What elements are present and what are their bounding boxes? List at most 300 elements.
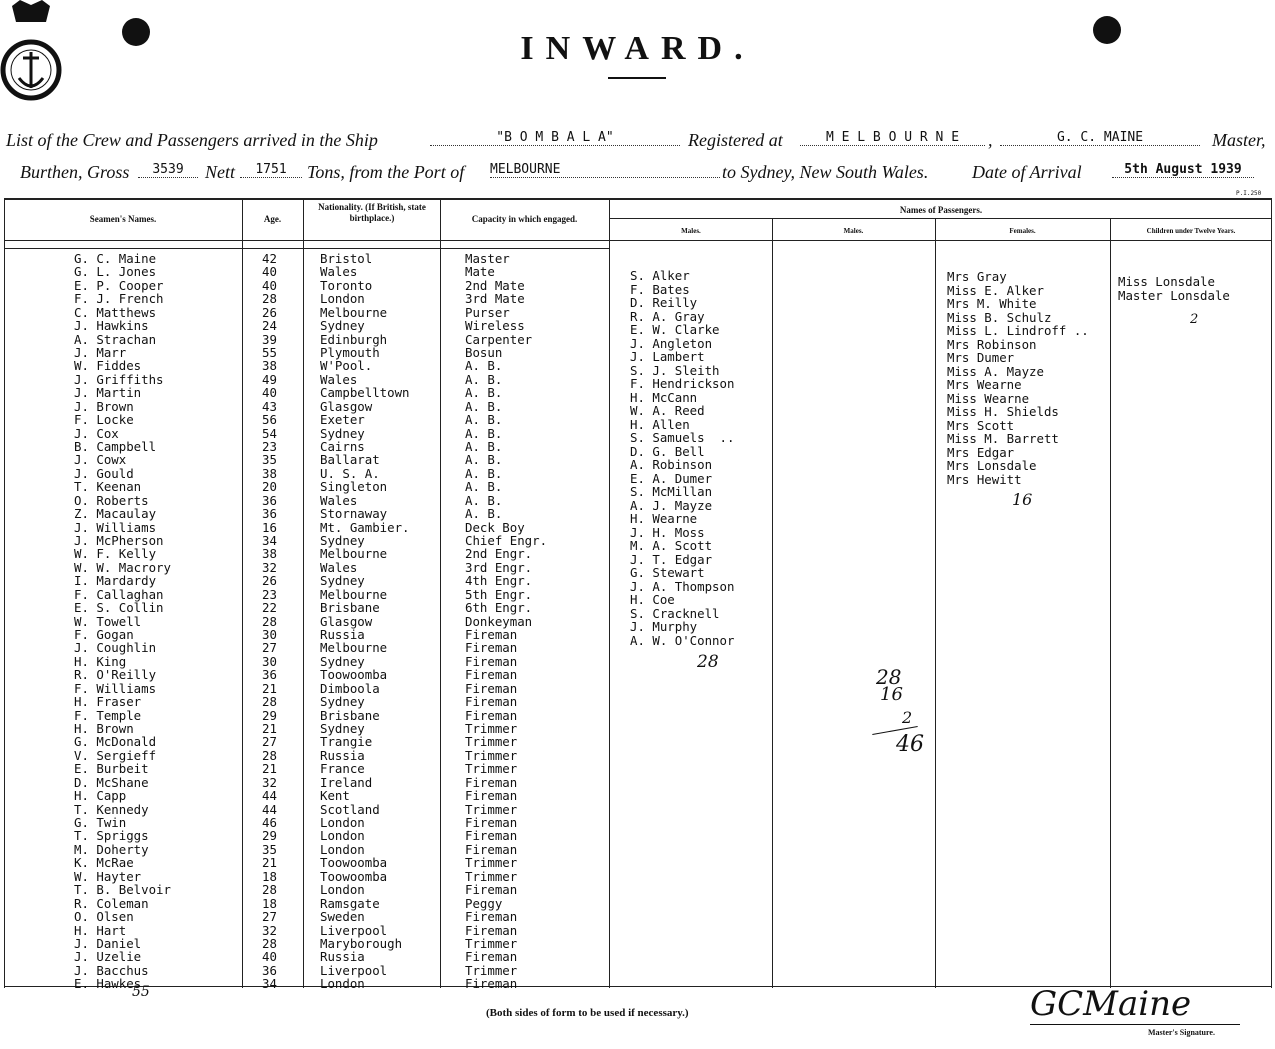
children-tally: 2 <box>1190 312 1199 327</box>
crew-nationality: London <box>320 976 365 992</box>
female-passenger: Miss B. Schulz <box>947 309 1052 325</box>
male-passenger: S. Samuels .. <box>630 430 735 445</box>
male-passenger: S. McMillan <box>630 484 713 499</box>
crew-row <box>0 883 1275 897</box>
title-rule <box>608 77 666 79</box>
crew-nationality: Toronto <box>320 277 373 293</box>
crew-name: H. Hart <box>74 922 127 938</box>
crew-name: J. Marr <box>74 345 127 360</box>
crew-capacity: A. B. <box>465 412 503 428</box>
crew-name: R. Coleman <box>74 895 149 911</box>
male-passenger: J. A. Thompson <box>630 578 735 594</box>
crew-nationality: Toowoomba <box>320 868 388 884</box>
crew-age: 27 <box>262 640 277 656</box>
nett-label: Nett <box>205 162 235 182</box>
crew-capacity: A. B. <box>465 506 503 522</box>
crew-age: 29 <box>262 707 277 723</box>
crew-capacity: A. B. <box>465 398 503 414</box>
crew-age: 23 <box>262 439 277 455</box>
female-passenger: Miss A. Mayze <box>947 363 1044 379</box>
male-passenger: D. G. Bell <box>630 443 705 459</box>
females-tally: 16 <box>1012 490 1033 509</box>
from-port: MELBOURNE <box>490 162 720 178</box>
table-top-rule <box>4 198 1272 200</box>
crew-nationality: London <box>320 841 365 857</box>
crew-capacity: 3rd Engr. <box>465 559 533 575</box>
male-passenger: S. Alker <box>630 268 690 283</box>
crew-nationality: W'Pool. <box>320 358 373 374</box>
crew-name: I. Mardardy <box>74 573 157 589</box>
crew-name: J. Hawkins <box>74 318 149 334</box>
crew-name: E. Burbeit <box>74 761 149 777</box>
crew-capacity: Trimmer <box>465 935 518 951</box>
crew-age: 23 <box>262 586 277 602</box>
crew-name: T. B. Belvoir <box>74 882 171 898</box>
children-list <box>1118 275 1230 302</box>
registered-label: Registered at <box>688 130 783 150</box>
crew-row <box>0 668 1275 682</box>
crew-name: T. Keenan <box>74 479 142 495</box>
crew-age: 32 <box>262 922 277 938</box>
sum-children: 2 <box>902 708 913 727</box>
crew-age: 54 <box>262 425 277 441</box>
master-name: G. C. MAINE <box>1000 130 1200 146</box>
female-passenger: Miss H. Shields <box>947 404 1059 419</box>
crew-row <box>0 749 1275 763</box>
footer-note: (Both sides of form to be used if necessary.) <box>486 1007 689 1019</box>
crew-name: W. Fiddes <box>74 358 142 374</box>
tons-label: Tons, from the Port of <box>307 162 465 182</box>
males-tally: 28 <box>697 652 719 672</box>
crew-name: F. Gogan <box>74 627 134 643</box>
crew-name: M. Doherty <box>74 841 149 857</box>
crew-age: 28 <box>262 613 277 629</box>
crew-capacity: Trimmer <box>465 855 518 871</box>
crew-nationality: Edinburgh <box>320 331 388 347</box>
crew-age: 35 <box>262 841 277 857</box>
crew-row <box>0 682 1275 696</box>
form-code: P.I.250 <box>1236 190 1262 197</box>
female-passenger: Mrs M. White <box>947 296 1037 311</box>
crew-name: F. J. French <box>74 291 164 307</box>
crew-row <box>0 964 1275 978</box>
sum-males: 28 <box>876 665 902 689</box>
male-passenger: J. Angleton <box>630 335 713 351</box>
crew-nationality: Dimboola <box>320 680 380 696</box>
header-capacity: Capacity in which engaged. <box>471 214 578 224</box>
crew-row <box>0 856 1275 870</box>
crew-nationality: Wales <box>320 559 358 575</box>
crew-capacity: Fireman <box>465 949 518 965</box>
crew-capacity: Trimmer <box>465 868 518 884</box>
crew-nationality: Kent <box>320 788 350 804</box>
crew-name: J. Bacchus <box>74 962 149 978</box>
male-passenger: F. Hendrickson <box>630 376 735 391</box>
crew-row <box>0 924 1275 938</box>
crew-capacity: Trimmer <box>465 962 518 978</box>
crew-capacity: 6th Engr. <box>465 600 533 616</box>
crew-age: 18 <box>262 895 277 911</box>
to-sydney-label: to Sydney, New South Wales. <box>722 162 929 182</box>
crew-age: 36 <box>262 492 277 508</box>
crew-nationality: Sweden <box>320 909 365 925</box>
crew-age: 40 <box>262 264 277 280</box>
crew-name: H. Brown <box>74 721 134 737</box>
crew-name: D. McShane <box>74 774 149 790</box>
crew-name: E. S. Collin <box>74 600 164 616</box>
female-passenger: Mrs Hewitt <box>947 471 1022 487</box>
crew-capacity: Trimmer <box>465 721 518 737</box>
crew-age: 42 <box>262 251 277 266</box>
crew-capacity: A. B. <box>465 465 503 481</box>
signature-label: Master's Signature. <box>1148 1028 1215 1037</box>
crew-capacity: 5th Engr. <box>465 586 533 602</box>
crew-name: F. Williams <box>74 680 157 696</box>
crew-age: 55 <box>262 345 277 360</box>
crew-nationality: Toowoomba <box>320 855 388 871</box>
crew-age: 28 <box>262 747 277 763</box>
crew-capacity: A. B. <box>465 385 503 401</box>
crew-age: 22 <box>262 600 277 616</box>
crew-age: 44 <box>262 801 277 817</box>
crew-age: 40 <box>262 277 277 293</box>
crew-name: H. Fraser <box>74 694 142 710</box>
female-passenger: Miss L. Lindroff .. <box>947 323 1089 338</box>
crew-nationality: Wales <box>320 492 358 508</box>
header-names: Seamen's Names. <box>89 214 157 224</box>
crew-capacity: Fireman <box>465 976 518 992</box>
ship-name: "B O M B A L A" <box>430 130 680 146</box>
crew-row <box>0 897 1275 911</box>
crew-tally: 55 <box>132 984 150 1000</box>
crew-capacity: A. B. <box>465 358 503 374</box>
crew-name: J. Cox <box>74 425 119 441</box>
crew-capacity: Wireless <box>465 318 525 334</box>
crew-name: A. Strachan <box>74 331 157 347</box>
crew-capacity: Fireman <box>465 627 518 643</box>
crew-capacity: 4th Engr. <box>465 573 533 589</box>
crew-nationality: U. S. A. <box>320 465 380 481</box>
crew-capacity: A. B. <box>465 439 503 455</box>
crew-age: 56 <box>262 412 277 428</box>
crew-row <box>0 789 1275 803</box>
sum-females: 16 <box>880 684 903 705</box>
nett-tonnage: 1751 <box>240 162 302 178</box>
crew-row <box>0 870 1275 884</box>
crew-nationality: Campbelltown <box>320 385 410 401</box>
crew-row <box>0 816 1275 830</box>
crew-row <box>0 776 1275 790</box>
crew-nationality: Liverpool <box>320 962 388 978</box>
form-title: INWARD. <box>520 30 755 67</box>
crew-capacity: Trimmer <box>465 747 518 763</box>
crew-capacity: A. B. <box>465 492 503 508</box>
crew-name: O. Olsen <box>74 909 134 925</box>
crew-capacity: Trimmer <box>465 734 518 750</box>
crew-capacity: Fireman <box>465 774 518 790</box>
crew-name: J. Brown <box>74 398 134 414</box>
crew-nationality: Sydney <box>320 721 365 737</box>
crew-row <box>0 829 1275 843</box>
crew-age: 40 <box>262 949 277 965</box>
crew-capacity: Trimmer <box>465 761 518 777</box>
header-females: Females. <box>1009 227 1036 235</box>
crew-nationality: Sydney <box>320 694 365 710</box>
male-passenger: J. T. Edgar <box>630 551 713 567</box>
crew-nationality: Russia <box>320 627 365 643</box>
crew-age: 34 <box>262 533 277 549</box>
crew-age: 21 <box>262 680 277 696</box>
crew-row <box>0 252 1275 266</box>
crew-capacity: Trimmer <box>465 801 518 817</box>
crew-nationality: Sydney <box>320 533 365 549</box>
crew-nationality: Russia <box>320 949 365 965</box>
crew-capacity: Fireman <box>465 707 518 723</box>
crew-name: B. Campbell <box>74 439 157 455</box>
crew-name: W. Towell <box>74 613 142 629</box>
crew-capacity: Fireman <box>465 653 518 669</box>
crew-age: 28 <box>262 694 277 710</box>
crew-name: F. Callaghan <box>74 586 164 602</box>
crew-nationality: Russia <box>320 747 365 763</box>
crew-capacity: Purser <box>465 304 510 320</box>
crew-nationality: Cairns <box>320 439 365 455</box>
crew-row <box>0 735 1275 749</box>
crew-nationality: Ballarat <box>320 452 380 468</box>
crew-nationality: France <box>320 761 365 777</box>
crew-name: R. O'Reilly <box>74 667 157 683</box>
crew-age: 18 <box>262 868 277 884</box>
female-passenger: Miss Wearne <box>947 390 1030 406</box>
child-passenger: Miss Lonsdale <box>1118 274 1215 289</box>
crew-nationality: Sydney <box>320 653 365 669</box>
crew-nationality: Toowoomba <box>320 667 388 683</box>
comma: , <box>988 130 993 150</box>
crew-name: J. Coughlin <box>74 640 157 656</box>
header-males-1: Males. <box>681 227 701 235</box>
crew-age: 43 <box>262 398 277 414</box>
crew-capacity: 2nd Engr. <box>465 546 533 562</box>
crew-capacity: Donkeyman <box>465 613 533 629</box>
crew-name: E. P. Cooper <box>74 277 164 293</box>
female-passenger-list <box>947 270 1089 486</box>
crew-nationality: Glasgow <box>320 613 373 629</box>
female-passenger: Mrs Lonsdale <box>947 458 1037 473</box>
crew-nationality: Melbourne <box>320 546 388 562</box>
crew-nationality: Melbourne <box>320 586 388 602</box>
master-label: Master, <box>1212 130 1266 150</box>
crew-age: 35 <box>262 452 277 468</box>
crew-age: 44 <box>262 788 277 804</box>
crew-nationality: Ireland <box>320 774 373 790</box>
female-passenger: Miss E. Alker <box>947 282 1044 298</box>
crew-nationality: Melbourne <box>320 304 388 320</box>
crew-name: H. King <box>74 653 127 669</box>
male-passenger: E. A. Dumer <box>630 470 713 486</box>
header-double-rule <box>4 248 609 249</box>
crew-name: V. Sergieff <box>74 747 157 763</box>
crew-age: 30 <box>262 653 277 669</box>
crew-name: J. Griffiths <box>74 371 164 387</box>
crew-row <box>0 709 1275 723</box>
crew-capacity: Chief Engr. <box>465 533 548 549</box>
male-passenger-list <box>630 269 734 647</box>
crew-nationality: Brisbane <box>320 600 380 616</box>
male-passenger: J. Murphy <box>630 619 698 634</box>
header-passengers: Names of Passengers. <box>899 205 983 215</box>
crew-nationality: Liverpool <box>320 922 388 938</box>
crew-nationality: Singleton <box>320 479 388 495</box>
male-passenger: H. McCann <box>630 389 698 405</box>
crew-name: G. L. Jones <box>74 264 157 280</box>
crew-name: J. Martin <box>74 385 142 401</box>
crew-age: 32 <box>262 774 277 790</box>
crew-nationality: Maryborough <box>320 935 403 951</box>
crew-age: 30 <box>262 627 277 643</box>
crew-capacity: 2nd Mate <box>465 277 525 293</box>
male-passenger: H. Coe <box>630 592 675 607</box>
crew-capacity: Mate <box>465 264 495 280</box>
female-passenger: Mrs Robinson <box>947 336 1037 352</box>
arrival-date: 5th August 1939 <box>1112 162 1254 178</box>
crew-label: List of the Crew and Passengers arrived in the Ship <box>6 130 378 150</box>
crew-capacity: Fireman <box>465 922 518 938</box>
crew-capacity: Fireman <box>465 841 518 857</box>
crew-nationality: Wales <box>320 371 358 387</box>
female-passenger: Mrs Gray <box>947 269 1007 284</box>
crew-name: Z. Macaulay <box>74 506 157 522</box>
crew-age: 38 <box>262 546 277 562</box>
crew-name: J. Gould <box>74 465 134 481</box>
child-passenger: Master Lonsdale <box>1118 287 1230 303</box>
crew-capacity: A. B. <box>465 452 503 468</box>
crew-nationality: Melbourne <box>320 640 388 656</box>
crew-name: W. Hayter <box>74 868 142 884</box>
male-passenger: S. Cracknell <box>630 605 720 621</box>
crew-capacity: Deck Boy <box>465 519 525 535</box>
crew-capacity: Fireman <box>465 882 518 898</box>
crew-nationality: Mt. Gambier. <box>320 519 410 535</box>
header-males-2: Males. <box>843 227 864 235</box>
crew-capacity: Fireman <box>465 828 518 844</box>
crew-age: 36 <box>262 962 277 978</box>
crew-age: 40 <box>262 385 277 401</box>
crew-age: 24 <box>262 318 277 334</box>
female-passenger: Miss M. Barrett <box>947 431 1059 446</box>
header-children: Children under Twelve Years. <box>1146 227 1236 235</box>
header-nationality: Nationality. (If British, state birthplace.) <box>318 202 426 223</box>
male-passenger: H. Wearne <box>630 511 698 526</box>
crew-capacity: Master <box>465 251 510 266</box>
sum-total: 46 <box>896 732 924 757</box>
crew-capacity: Fireman <box>465 815 518 831</box>
crew-row <box>0 843 1275 857</box>
male-passenger: S. J. Sleith <box>630 362 720 378</box>
crew-age: 49 <box>262 371 277 387</box>
crew-nationality: London <box>320 815 365 831</box>
crew-name: W. F. Kelly <box>74 546 157 562</box>
crew-row <box>0 695 1275 709</box>
male-passenger: J. H. Moss <box>630 524 705 540</box>
crew-name: H. Capp <box>74 788 127 804</box>
crew-age: 46 <box>262 815 277 831</box>
crew-age: 29 <box>262 828 277 844</box>
male-passenger: F. Bates <box>630 281 690 297</box>
crew-row <box>0 762 1275 776</box>
crew-row <box>0 722 1275 736</box>
crew-nationality: Ramsgate <box>320 895 380 911</box>
passengers-subrule <box>610 218 1272 219</box>
male-passenger: W. A. Reed <box>630 403 705 418</box>
crew-name: K. McRae <box>74 855 134 871</box>
crew-nationality: Trangie <box>320 734 373 750</box>
crew-name: G. McDonald <box>74 734 157 750</box>
male-passenger: M. A. Scott <box>630 538 713 553</box>
crew-nationality: Plymouth <box>320 345 380 360</box>
male-passenger: A. J. Mayze <box>630 497 713 513</box>
burthen-label: Burthen, Gross <box>20 162 130 182</box>
crew-nationality: Wales <box>320 264 358 280</box>
crew-row <box>0 937 1275 951</box>
crew-age: 32 <box>262 559 277 575</box>
crew-nationality: Sydney <box>320 425 365 441</box>
crew-capacity: A. B. <box>465 371 503 387</box>
crew-capacity: A. B. <box>465 425 503 441</box>
crew-age: 27 <box>262 734 277 750</box>
crew-name: J. Cowx <box>74 452 127 468</box>
female-passenger: Mrs Wearne <box>947 377 1022 392</box>
crew-capacity: Carpenter <box>465 331 533 347</box>
crew-name: F. Temple <box>74 707 142 723</box>
crew-capacity: A. B. <box>465 479 503 495</box>
crew-age: 36 <box>262 506 277 522</box>
crew-capacity: Fireman <box>465 640 518 656</box>
crew-age: 38 <box>262 358 277 374</box>
crew-age: 16 <box>262 519 277 535</box>
crew-name: J. Uzelie <box>74 949 142 965</box>
signature-rule <box>1030 1024 1240 1025</box>
crew-nationality: Brisbane <box>320 707 380 723</box>
female-passenger: Mrs Edgar <box>947 444 1015 460</box>
crew-capacity: Fireman <box>465 694 518 710</box>
crew-capacity: Fireman <box>465 680 518 696</box>
crew-capacity: Fireman <box>465 667 518 683</box>
header-age: Age. <box>263 214 282 224</box>
crew-age: 38 <box>262 465 277 481</box>
header-bottom-rule <box>4 240 1272 241</box>
crew-name: G. Twin <box>74 815 127 831</box>
crew-age: 39 <box>262 331 277 347</box>
crew-age: 34 <box>262 976 277 992</box>
male-passenger: A. W. O'Connor <box>630 632 735 648</box>
male-passenger: D. Reilly <box>630 295 698 310</box>
crew-name: F. Locke <box>74 412 134 428</box>
male-passenger: G. Stewart <box>630 565 705 580</box>
male-passenger: A. Robinson <box>630 457 713 472</box>
crew-age: 21 <box>262 721 277 737</box>
master-signature: GCMaine <box>1030 984 1192 1024</box>
male-passenger: R. A. Gray <box>630 308 705 324</box>
crew-age: 21 <box>262 855 277 871</box>
crew-name: T. Spriggs <box>74 828 149 844</box>
crew-row <box>0 950 1275 964</box>
crew-age: 28 <box>262 882 277 898</box>
crew-age: 26 <box>262 304 277 320</box>
arrival-label: Date of Arrival <box>972 162 1082 182</box>
crew-age: 20 <box>262 479 277 495</box>
crew-age: 36 <box>262 667 277 683</box>
crew-nationality: Glasgow <box>320 398 373 414</box>
